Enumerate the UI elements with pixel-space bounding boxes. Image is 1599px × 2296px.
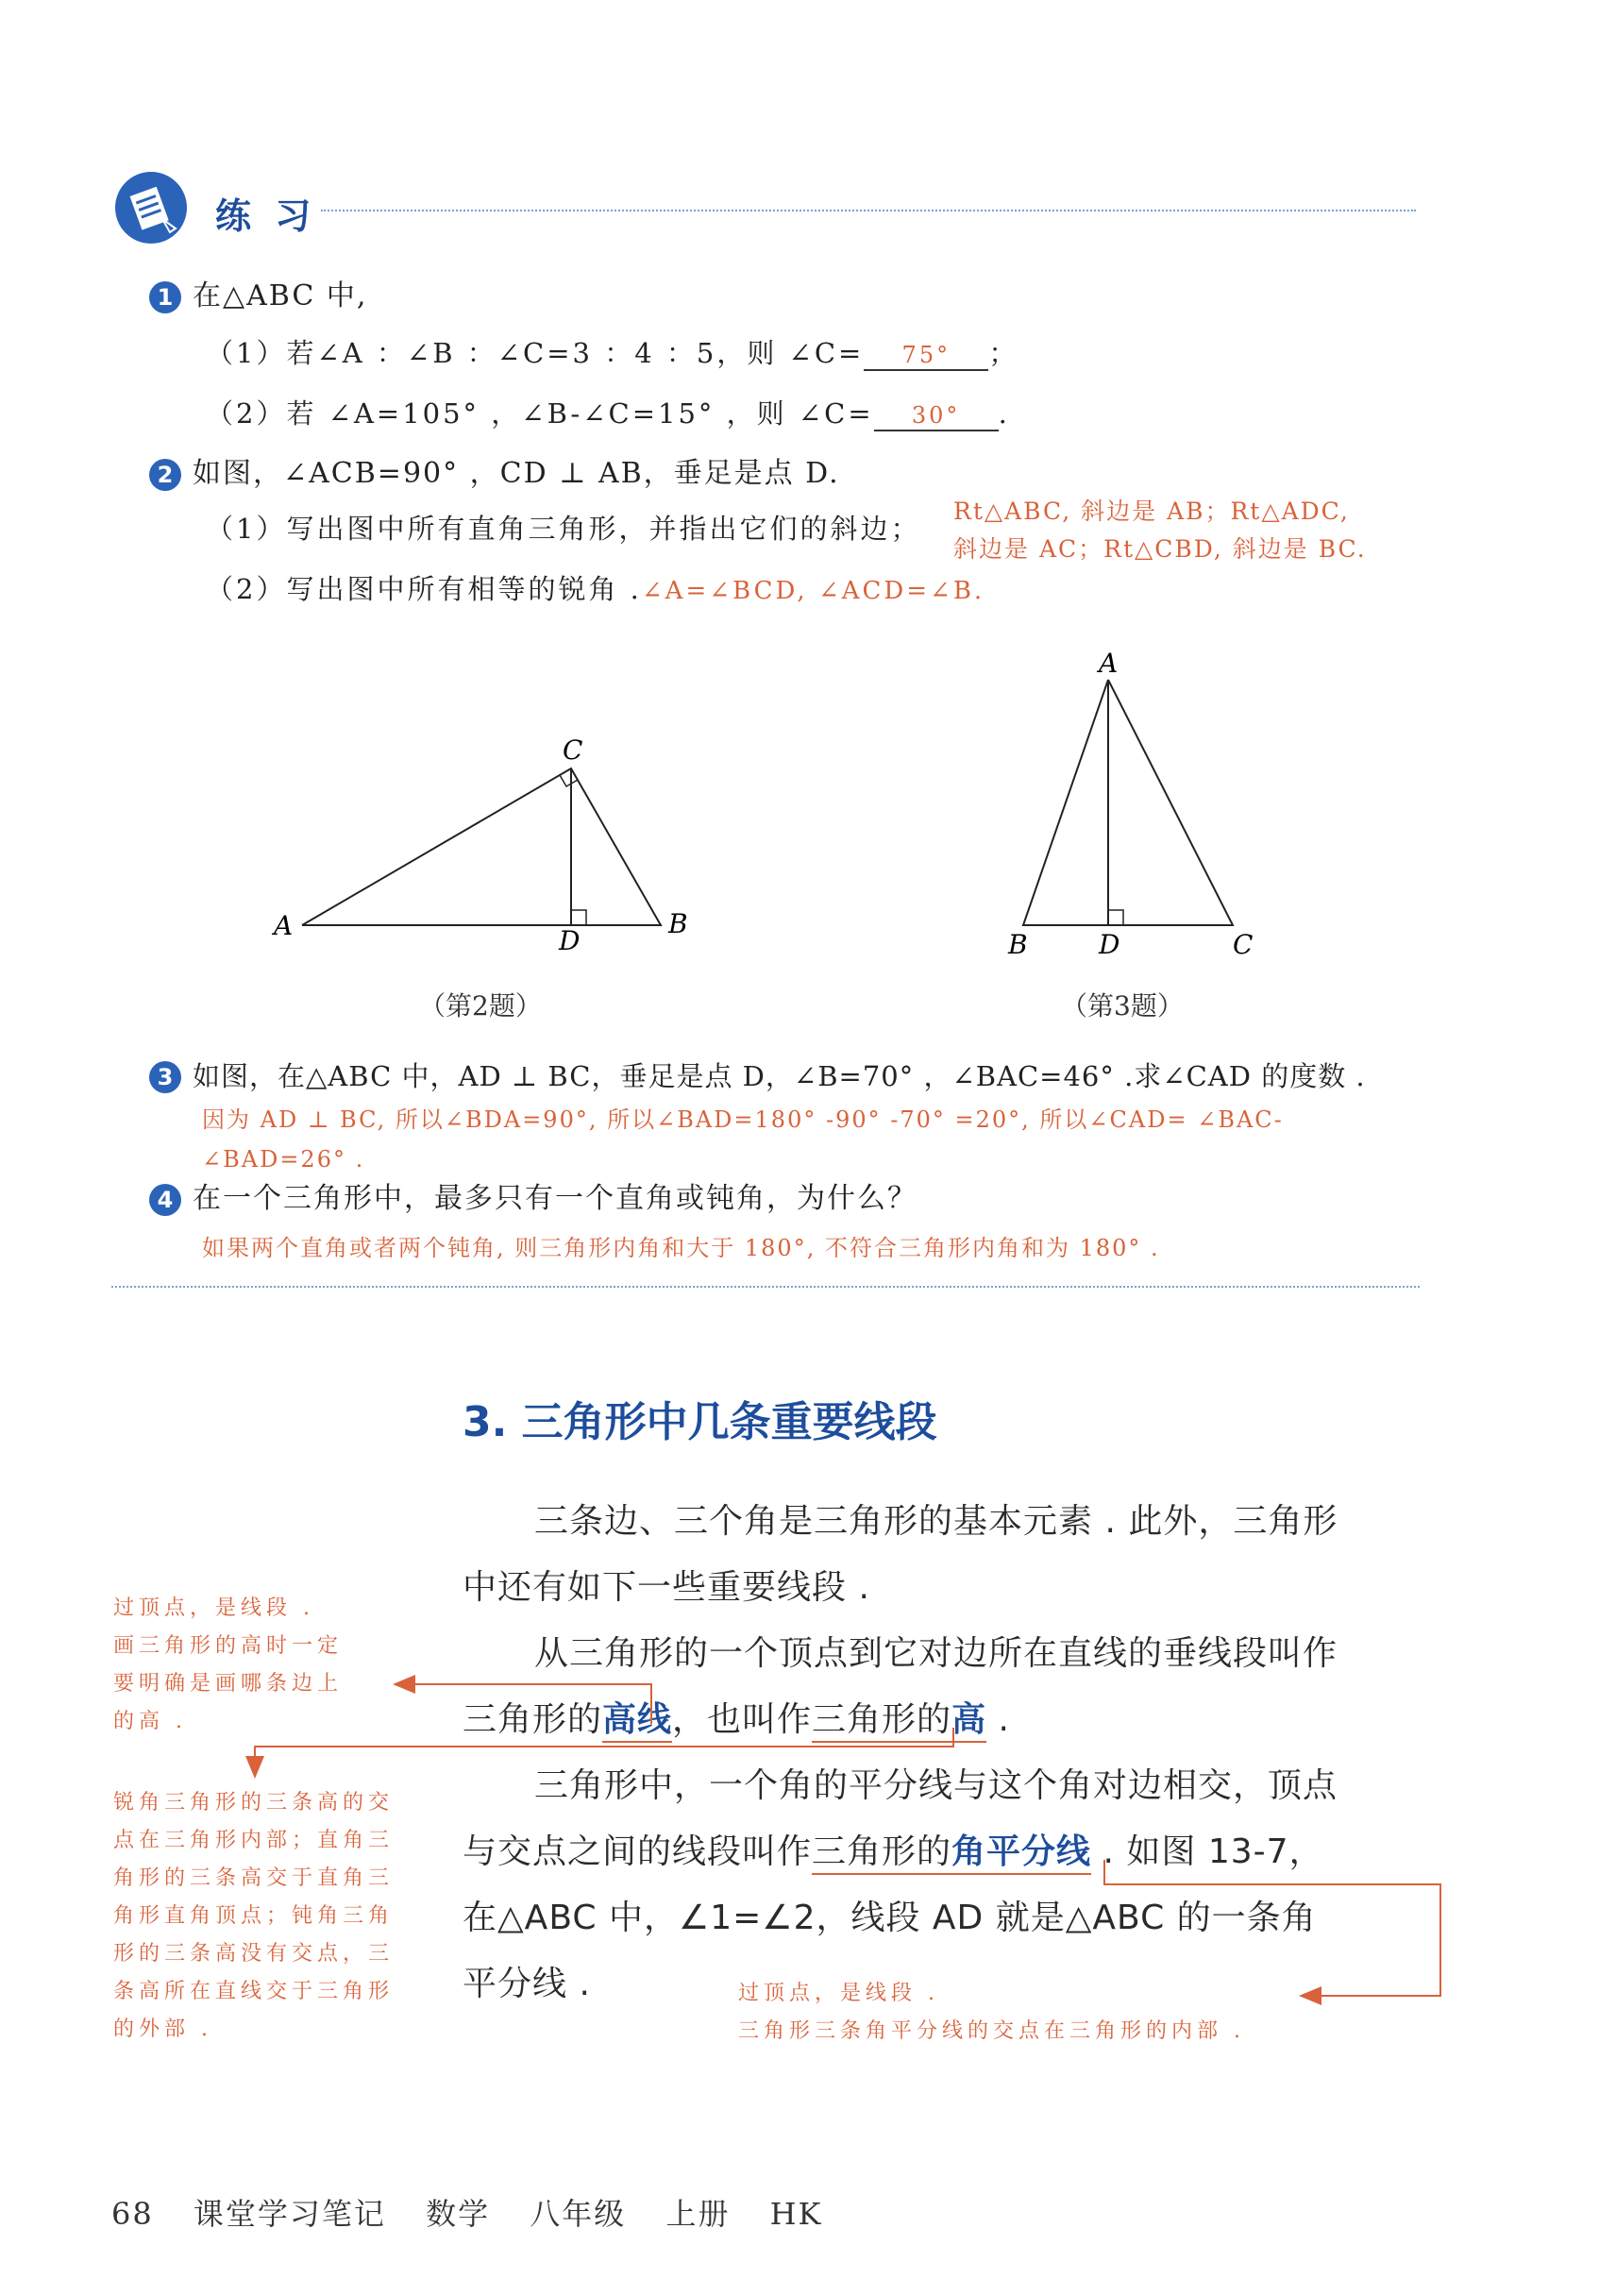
question-4-stem: 在一个三角形中，最多只有一个直角或钝角，为什么？ [193, 1182, 917, 1215]
answer-blank: 30° [874, 401, 999, 431]
question-1-part-1: （1）若∠A ：∠B ：∠C=3 ：4 ：5，则 ∠C= 75° ； [206, 337, 1019, 369]
question-3-stem: 如图，在△ABC 中，AD ⊥ BC，垂足是点 D，∠B=70° ，∠BAC=46° .求∠CAD 的度数 . [193, 1060, 1366, 1092]
question-4-badge: 4 [149, 1184, 181, 1216]
figure-2-caption: （第2题） [419, 990, 542, 1021]
label-a: A [1099, 648, 1119, 679]
paragraph-3-line-4: 平分线 . [463, 1965, 591, 2003]
label-d: D [1099, 929, 1120, 960]
question-2-part-1-answer: 斜边是 AC；Rt△CBD, 斜边是 BC. [953, 535, 1367, 563]
question-4-answer: 如果两个直角或者两个钝角, 则三角形内角和大于 180°, 不符合三角形内角和为 180° . [202, 1235, 1160, 1261]
label-d: D [559, 925, 581, 954]
paragraph-3-line-3: 在△ABC 中，∠1=∠2，线段 AD 就是△ABC 的一条角 [463, 1899, 1317, 1937]
page-footer [111, 2190, 822, 2234]
edition: HK [769, 2196, 823, 2232]
label-b: B [668, 908, 688, 939]
question-2-part-1-answer: Rt△ABC, 斜边是 AB；Rt△ADC, [953, 498, 1350, 525]
altitude-note-arrow [396, 1684, 651, 1724]
term-angle-bisector: 角平分线 [951, 1832, 1091, 1875]
question-2-part-2-answer: ∠A=∠BCD, ∠ACD=∠B. [641, 577, 985, 605]
question-2-badge: 2 [149, 459, 181, 491]
paragraph-3-line-1: 三角形中，一个角的平分线与这个角对边相交，顶点 [534, 1766, 1338, 1805]
question-2-part-2: （2）写出图中所有相等的锐角 .∠A=∠BCD, ∠ACD=∠B. [206, 573, 985, 605]
figure-3-caption: （第3题） [1061, 990, 1184, 1021]
term-altitude: 高 [951, 1700, 986, 1743]
section-title: 3. 三角形中几条重要线段 [463, 1398, 937, 1446]
subject: 数学 [426, 2196, 491, 2232]
question-1-part-2: （2）若 ∠A=105° ，∠B-∠C=15° ，则 ∠C= 30° . [206, 397, 1010, 430]
answer-blank: 75° [864, 341, 988, 371]
grade: 八年级 [530, 2196, 627, 2232]
question-3-answer: ∠BAD=26° . [202, 1146, 365, 1173]
exercise-title: 练 习 [215, 195, 317, 237]
question-1-stem: 在△ABC 中, [193, 279, 368, 312]
bisector-note-arrow [1104, 1860, 1440, 1996]
page-number: 68 [111, 2196, 154, 2232]
question-2-part-1: （1）写出图中所有直角三角形，并指出它们的斜边； [206, 513, 921, 545]
term-altitude-line: 高线 [602, 1700, 672, 1743]
label-c: C [1233, 929, 1254, 960]
paragraph-2-line-1: 从三角形的一个顶点到它对边所在直线的垂线段叫作 [534, 1634, 1338, 1673]
label-c: C [563, 734, 583, 766]
question-1-badge: 1 [149, 281, 181, 313]
paragraph-1-line-2: 中还有如下一些重要线段 . [463, 1568, 870, 1607]
paragraph-1-line-1: 三条边、三个角是三角形的基本元素 . 此外，三角形 [534, 1502, 1338, 1541]
question-3-badge: 3 [149, 1061, 181, 1093]
label-b: B [1008, 929, 1028, 960]
book-title: 课堂学习笔记 [193, 2196, 386, 2232]
orthocenter-note-arrow [255, 1728, 953, 1775]
paragraph-2-line-2: 三角形的高线，也叫作三角形的高 . [463, 1699, 1010, 1741]
question-3-answer: 因为 AD ⊥ BC, 所以∠BDA=90°, 所以∠BAD=180° -90° -70° =20°, 所以∠CAD= ∠BAC- [202, 1106, 1284, 1133]
volume: 上册 [665, 2196, 731, 2232]
question-2-stem: 如图，∠ACB=90° ，CD ⊥ AB，垂足是点 D. [193, 457, 840, 490]
paragraph-3-line-2: 与交点之间的线段叫作三角形的角平分线 . 如图 13-7， [463, 1832, 1324, 1873]
label-a: A [274, 910, 294, 941]
